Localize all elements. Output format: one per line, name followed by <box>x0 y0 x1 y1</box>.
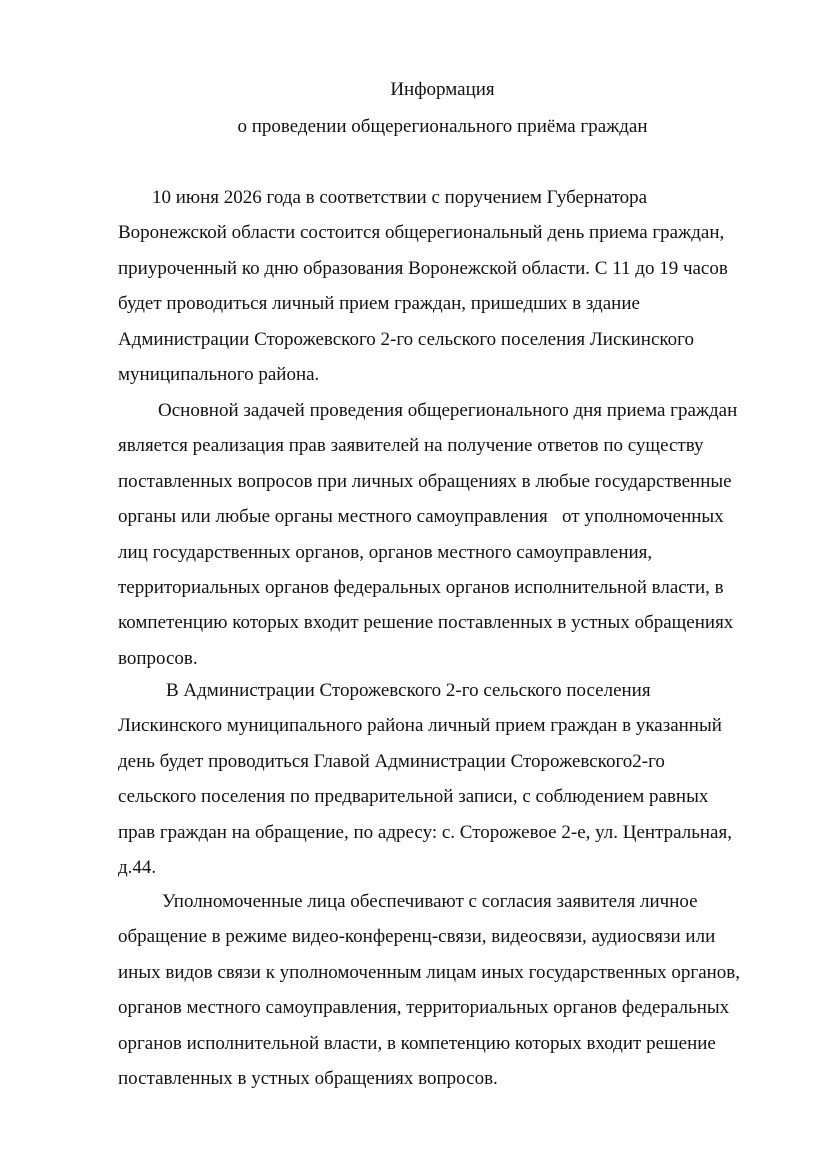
paragraph-line: поставленных вопросов при личных обращениях в любые государственные <box>118 470 732 492</box>
paragraph-line: приуроченный ко дню образования Воронежской области. С 11 до 19 часов <box>118 257 728 279</box>
paragraph-line: 10 июня 2026 года в соответствии с поручением Губернатора <box>152 187 648 208</box>
paragraph-line: вопросов. <box>118 647 198 669</box>
paragraph-line: компетенцию которых входит решение поставленных в устных обращениях <box>118 612 734 634</box>
paragraph-line: прав граждан на обращение, по адресу: с. Сторожевое 2-е, ул. Центральная, <box>118 821 732 843</box>
paragraph-line: Лискинского муниципального района личный прием граждан в указанный <box>118 715 722 737</box>
paragraph-3 <box>118 673 758 885</box>
paragraph-line: Основной задачей проведения общерегионального дня приема граждан <box>158 400 738 421</box>
paragraph-line: является реализация прав заявителей на получение ответов по существу <box>118 435 704 457</box>
paragraph-line: органы или любые органы местного самоуправления от уполномоченных <box>118 506 724 528</box>
paragraph-line: д.44. <box>118 857 157 879</box>
paragraph-line: сельского поселения по предварительной записи, с соблюдением равных <box>118 786 709 808</box>
paragraph-line: поставленных в устных обращениях вопросов. <box>118 1068 498 1090</box>
paragraph-line: Воронежской области состоится общерегиональный день приема граждан, <box>118 222 725 244</box>
paragraph-line: муниципального района. <box>118 364 320 386</box>
paragraph-2 <box>118 393 758 676</box>
paragraph-line: Администрации Сторожевского 2-го сельского поселения Лискинского <box>118 328 694 350</box>
paragraph-line: В Администрации Сторожевского 2-го сельского поселения <box>166 680 651 701</box>
paragraph-line: органов исполнительной власти, в компетенцию которых входит решение <box>118 1032 716 1054</box>
paragraph-line: органов местного самоуправления, территориальных органов федеральных <box>118 997 730 1019</box>
document-title: Информация <box>390 79 495 100</box>
paragraph-line: иных видов связи к уполномоченным лицам иных государственных органов, <box>118 961 741 983</box>
paragraph-line: территориальных органов федеральных органов исполнительной власти, в <box>118 577 724 599</box>
paragraph-line: обращение в режиме видео-конференц-связи, видеосвязи, аудиосвязи или <box>118 926 716 948</box>
paragraph-line: Уполномоченные лица обеспечивают с согласия заявителя личное <box>162 891 698 912</box>
paragraph-line: лиц государственных органов, органов местного самоуправления, <box>118 541 653 563</box>
paragraph-1 <box>118 180 758 392</box>
paragraph-4 <box>118 884 758 1096</box>
document-subtitle: о проведении общерегионального приёма граждан <box>237 116 648 137</box>
paragraph-line: день будет проводиться Главой Администрации Сторожевского2-го <box>118 750 665 772</box>
paragraph-line: будет проводиться личный прием граждан, пришедших в здание <box>118 293 640 315</box>
